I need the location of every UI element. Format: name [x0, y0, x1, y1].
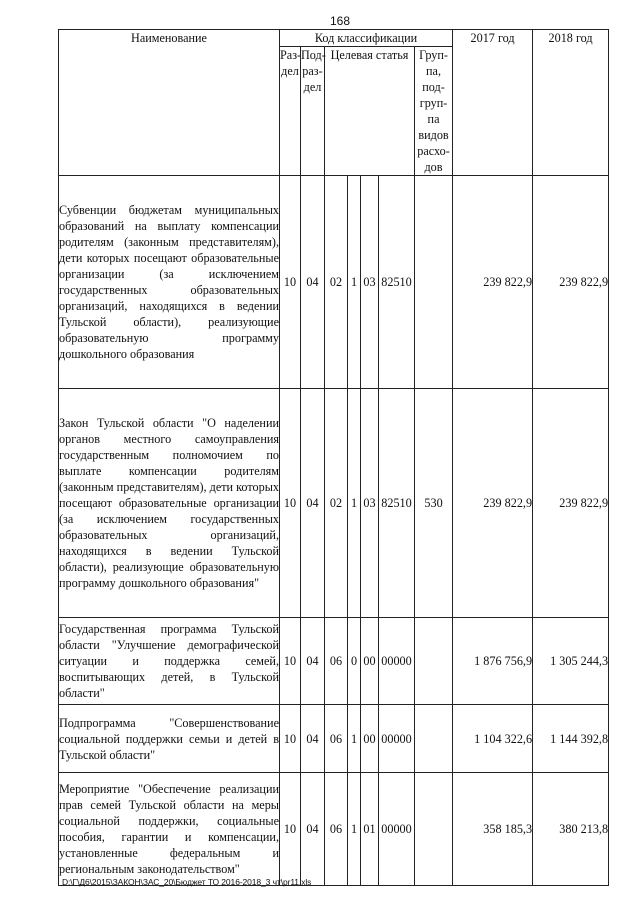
row-expense-group: [415, 618, 453, 705]
row-amount-2018: 239 822,9: [533, 176, 609, 389]
row-section: 10: [280, 618, 301, 705]
row-target-direction: 82510: [379, 176, 415, 389]
row-subsection: 04: [301, 389, 325, 618]
row-target-direction: 00000: [379, 773, 415, 886]
row-target-subprogram: 0: [348, 618, 361, 705]
row-amount-2018: 239 822,9: [533, 389, 609, 618]
row-target-program: 06: [325, 618, 348, 705]
row-amount-2018: 1 144 392,8: [533, 705, 609, 773]
row-target-subprogram: 1: [348, 705, 361, 773]
row-section: 10: [280, 389, 301, 618]
row-name: Подпрограмма "Совершенствование социальной поддержки семьи и детей в Тульской области": [59, 705, 280, 773]
table-row: [59, 389, 609, 618]
budget-table: [58, 29, 609, 886]
row-section: 10: [280, 773, 301, 886]
table-row: [59, 773, 609, 886]
row-name: Мероприятие "Обеспечение реализации прав семей Тульской области на меры социальной поддержки, социальные пособия, гарантии и компенсации, установленные федеральным и региональным законодательством": [59, 773, 280, 886]
row-target-event: 00: [361, 705, 379, 773]
row-target-program: 06: [325, 773, 348, 886]
row-target-subprogram: 1: [348, 389, 361, 618]
row-amount-2018: 1 305 244,3: [533, 618, 609, 705]
page-number: 168: [329, 14, 351, 28]
header-section: Раз- дел: [280, 47, 301, 176]
row-name: Субвенции бюджетам муниципальных образований на выплату компенсации родителям (законным представителям), дети которых посещают образовательные организации (за исключением государственных образовательных организаций, находящихся в ведении Тульской области), реализующие образовательную программу дошкольного образования: [59, 176, 280, 389]
table-row: [59, 618, 609, 705]
row-name: Государственная программа Тульской области "Улучшение демографической ситуации и поддержка семей, воспитывающих детей, в Тульской области": [59, 618, 280, 705]
header-subsection: Под- раз- дел: [301, 47, 325, 176]
row-amount-2018: 380 213,8: [533, 773, 609, 886]
row-expense-group: 530: [415, 389, 453, 618]
header-expense-group: Груп- па, под- груп- па видов расхо- дов: [415, 47, 453, 176]
row-amount-2017: 239 822,9: [453, 389, 533, 618]
table-row: [59, 176, 609, 389]
row-subsection: 04: [301, 176, 325, 389]
row-name: Закон Тульской области "О наделении органов местного самоуправления государственным полномочием по выплате компенсации родителям (законным представителям), дети которых посещают образовательные организации (за исключением государственных образовательных организаций, находящихся в ведении Тульской области), реализующие образовательную программу дошкольного образования": [59, 389, 280, 618]
row-amount-2017: 239 822,9: [453, 176, 533, 389]
row-amount-2017: 1 876 756,9: [453, 618, 533, 705]
row-amount-2017: 1 104 322,6: [453, 705, 533, 773]
row-target-program: 02: [325, 389, 348, 618]
row-target-event: 03: [361, 389, 379, 618]
table-row: [59, 705, 609, 773]
row-amount-2017: 358 185,3: [453, 773, 533, 886]
row-expense-group: [415, 176, 453, 389]
row-subsection: 04: [301, 618, 325, 705]
row-target-subprogram: 1: [348, 176, 361, 389]
file-path-footer: D:\Г\Д6\2015\ЗАКОН\ЗАС_20\Бюджет ТО 2016-2018_3 чт\pr11.xls: [62, 877, 312, 887]
table-body: [59, 176, 609, 886]
header-name: Наименование: [59, 30, 280, 176]
row-target-subprogram: 1: [348, 773, 361, 886]
row-target-direction: 00000: [379, 618, 415, 705]
header-year-2017: 2017 год: [453, 30, 533, 176]
table-header: [59, 30, 609, 176]
row-target-event: 01: [361, 773, 379, 886]
row-expense-group: [415, 773, 453, 886]
row-subsection: 04: [301, 705, 325, 773]
row-section: 10: [280, 176, 301, 389]
row-target-direction: 82510: [379, 389, 415, 618]
header-classification-code: Код классификации: [280, 30, 453, 47]
row-target-program: 06: [325, 705, 348, 773]
header-year-2018: 2018 год: [533, 30, 609, 176]
row-section: 10: [280, 705, 301, 773]
row-target-event: 03: [361, 176, 379, 389]
row-expense-group: [415, 705, 453, 773]
row-target-event: 00: [361, 618, 379, 705]
row-target-program: 02: [325, 176, 348, 389]
header-target-item: Целевая статья: [325, 47, 415, 176]
row-subsection: 04: [301, 773, 325, 886]
row-target-direction: 00000: [379, 705, 415, 773]
